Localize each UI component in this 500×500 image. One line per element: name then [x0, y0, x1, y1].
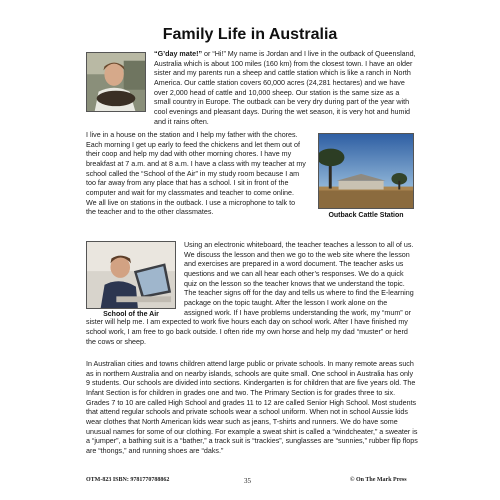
intro-paragraph — [154, 50, 416, 127]
page-title: Family Life in Australia — [162, 26, 338, 43]
footer-page-number: 35 — [244, 477, 251, 485]
intro-text: or “Hi!” My name is Jordan and I live in the outback of Queensland, Australia which is about 100 miles (160 km) from the closest town. I have an older sister and my parents run a sheep and cattle station which is like a ranch in North America. Our cattle station covers 60,000 acres (24,281 hectares) and we have over 2,000 head of cattle and 10,000 sheep. Our station is the same size as a small country in Europe. The outback can be very dry during part of the year with cool evenings and pleasant days. During the wet season, it is very hot and humid and it rains often. — [154, 50, 416, 126]
photo-wrap-spacer — [86, 241, 184, 318]
footer-publisher: © On The Mark Press — [350, 477, 407, 483]
greeting-text: “G’day mate!” — [154, 50, 203, 58]
daily-chores-paragraph: I live in a house on the station and I help my father with the chores. Each morning I get up early to feed the chickens and let them out of their coop and help my dad with other morning chores. I have my breakfast at 7 a.m. and at 8 a.m. I have a class with my teacher at my school called the “School of the Air” in my study room because I am too far away from any place that has a school. I sit in front of the computer and wait for my classmates and teacher to come online. We all live on stations in the outback. I use a microphone to talk to the teacher and to the other classmates. — [86, 131, 306, 217]
boy-portrait-photo — [86, 52, 146, 112]
lesson-paragraph: Using an electronic whiteboard, the teacher teaches a lesson to all of us. We discuss the lesson and then we go to the web site where the lesson and exercises are prepared in a word document. The teacher asks us questions and we can all hear each other’s responses. We do a quick quiz on the lesson so the teacher knows that we understand the topic. The teacher signs off for the day and tells us where to find the E-learning package on the topic taught. After the lesson I work alone on the assigned work. If I have problems understanding the work, my “mum” or sister will help me. I am expected to work five hours each day on school work. After I have finished my school work, I am free to go back outside. I often ride my own horse and help my dad “muster” or herd the cows or sheep. — [86, 241, 414, 346]
school-photo-caption: School of the Air — [103, 311, 159, 318]
station-photo-caption: Outback Cattle Station — [328, 212, 404, 219]
schools-paragraph: In Australian cities and towns children attend large public or private schools. In many remote areas such as in northern Australia and on nearby islands, schools are quite small. One school in Australia has only 9 students. Our schools are divided into sections. Kindergarten is for children that are five years old. The Infant Section is for children in grades one and two. The Primary Section is for grades three to six. Grades 7 to 10 are called High School and grades 11 to 12 are called Senior High School. Most students that attend regular schools and private schools wear a school uniform. When not in school Aussie kids wear clothes that North American kids wear such as jeans, T-shirts and runners. We do have some unusual names for some of our clothing. For example a sweat shirt is called a “windcheater,” a sweater is a “jumper”, a bathing suit is a “bather,” a track suit is “trackies”, sunglasses are “sunnies,” rubber flip flops are “thongs,” and running shoes are “daks.” — [86, 360, 418, 455]
footer-isbn: OTM-823 ISBN: 9781770788862 — [86, 477, 170, 483]
outback-cattle-station-photo — [318, 133, 414, 209]
